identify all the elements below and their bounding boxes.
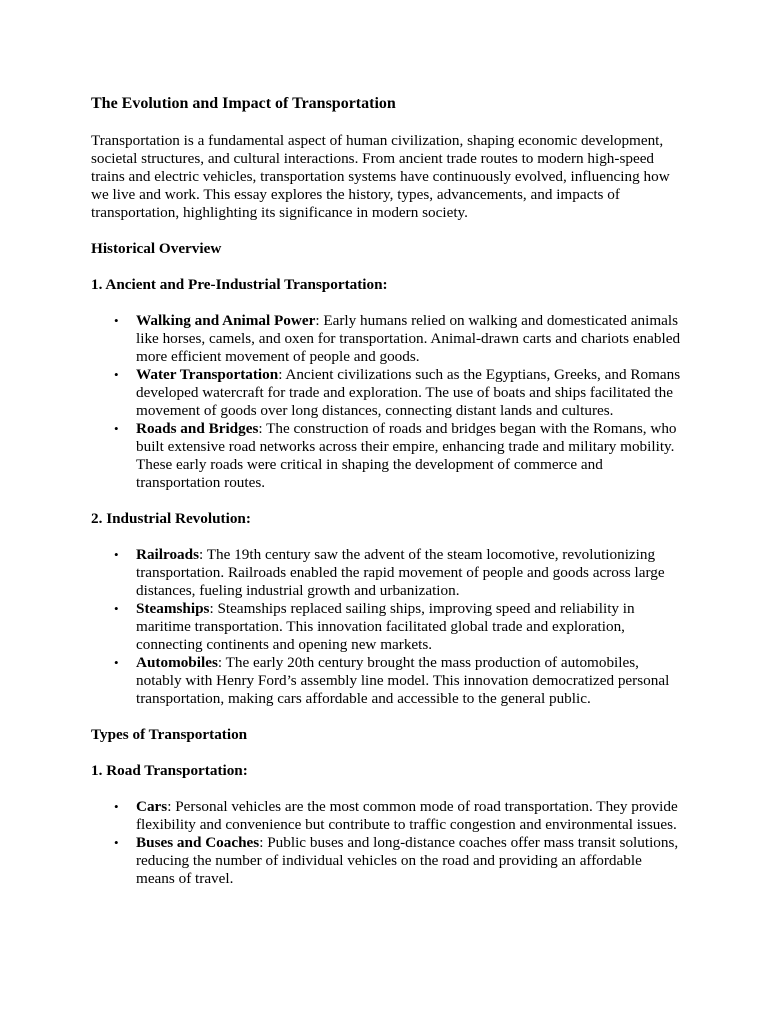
- item-term: Railroads: [136, 546, 200, 563]
- bullet-icon: •: [114, 601, 119, 616]
- list-item: [114, 654, 683, 708]
- list-item: [114, 600, 683, 654]
- list-item: [114, 546, 683, 600]
- item-text: : The 19th century saw the advent of the steam locomotive, revolutionizing transportation. Railroads enabled the rapid movement of people and goods across large distances, fueling industrial growth and urbanization.: [136, 546, 665, 599]
- subsection-heading-industrial: 2. Industrial Revolution:: [91, 510, 251, 527]
- bullet-icon: •: [114, 835, 119, 850]
- bullet-icon: •: [114, 367, 119, 382]
- bullet-list-ancient: [91, 312, 683, 492]
- bullet-icon: •: [114, 421, 119, 436]
- item-term: Automobiles: [136, 654, 218, 671]
- intro-paragraph: Transportation is a fundamental aspect of human civilization, shaping economic development, societal structures, and cultural interactions. From ancient trade routes to modern high-speed trains and electric vehicles, transportation systems have continuously evolved, influencing how we live and work. This essay explores the history, types, advancements, and impacts of transportation, highlighting its significance in modern society.: [91, 132, 670, 221]
- item-term: Water Transportation: [136, 366, 279, 383]
- subsection-heading-ancient: 1. Ancient and Pre-Industrial Transportation:: [91, 276, 388, 293]
- item-term: Cars: [136, 798, 168, 815]
- document-title: The Evolution and Impact of Transportation: [91, 95, 396, 112]
- item-text: : Personal vehicles are the most common mode of road transportation. They provide flexibility and convenience but contribute to traffic congestion and environmental issues.: [136, 798, 678, 833]
- item-term: Walking and Animal Power: [136, 312, 316, 329]
- bullet-icon: •: [114, 547, 119, 562]
- item-text: : Ancient civilizations such as the Egyptians, Greeks, and Romans developed watercraft for trade and exploration. The use of boats and ships facilitated the movement of goods over long distances, connecting distant lands and cultures.: [136, 366, 681, 419]
- bullet-list-road: [91, 798, 683, 888]
- item-text: : Early humans relied on walking and domesticated animals like horses, camels, and oxen for transportation. Animal-drawn carts and chariots enabled more efficient movement of people and goods.: [136, 312, 681, 365]
- bullet-icon: •: [114, 799, 119, 814]
- bullet-icon: •: [114, 655, 119, 670]
- item-term: Steamships: [136, 600, 210, 617]
- item-term: Roads and Bridges: [136, 420, 259, 437]
- section-heading-types: Types of Transportation: [91, 726, 248, 743]
- subsection-heading-road: 1. Road Transportation:: [91, 762, 248, 779]
- bullet-icon: •: [114, 313, 119, 328]
- item-text: : The early 20th century brought the mass production of automobiles, notably with Henry Ford’s assembly line model. This innovation democratized personal transportation, making cars affordable and accessible to the general public.: [136, 654, 670, 707]
- document-page: [91, 94, 683, 888]
- bullet-list-industrial: [91, 546, 683, 708]
- item-text: : Steamships replaced sailing ships, improving speed and reliability in maritime transportation. This innovation facilitated global trade and exploration, connecting continents and opening new markets.: [136, 600, 635, 653]
- item-text: : The construction of roads and bridges began with the Romans, who built extensive road networks across their empire, enhancing trade and military mobility. These early roads were critical in shaping the development of commerce and transportation routes.: [136, 420, 677, 491]
- list-item: [114, 312, 683, 366]
- list-item: [114, 834, 683, 888]
- list-item: [114, 798, 683, 834]
- item-text: : Public buses and long-distance coaches offer mass transit solutions, reducing the number of individual vehicles on the road and providing an affordable means of travel.: [136, 834, 679, 887]
- section-heading-historical-overview: Historical Overview: [91, 240, 222, 257]
- item-term: Buses and Coaches: [136, 834, 260, 851]
- list-item: [114, 366, 683, 420]
- list-item: [114, 420, 683, 492]
